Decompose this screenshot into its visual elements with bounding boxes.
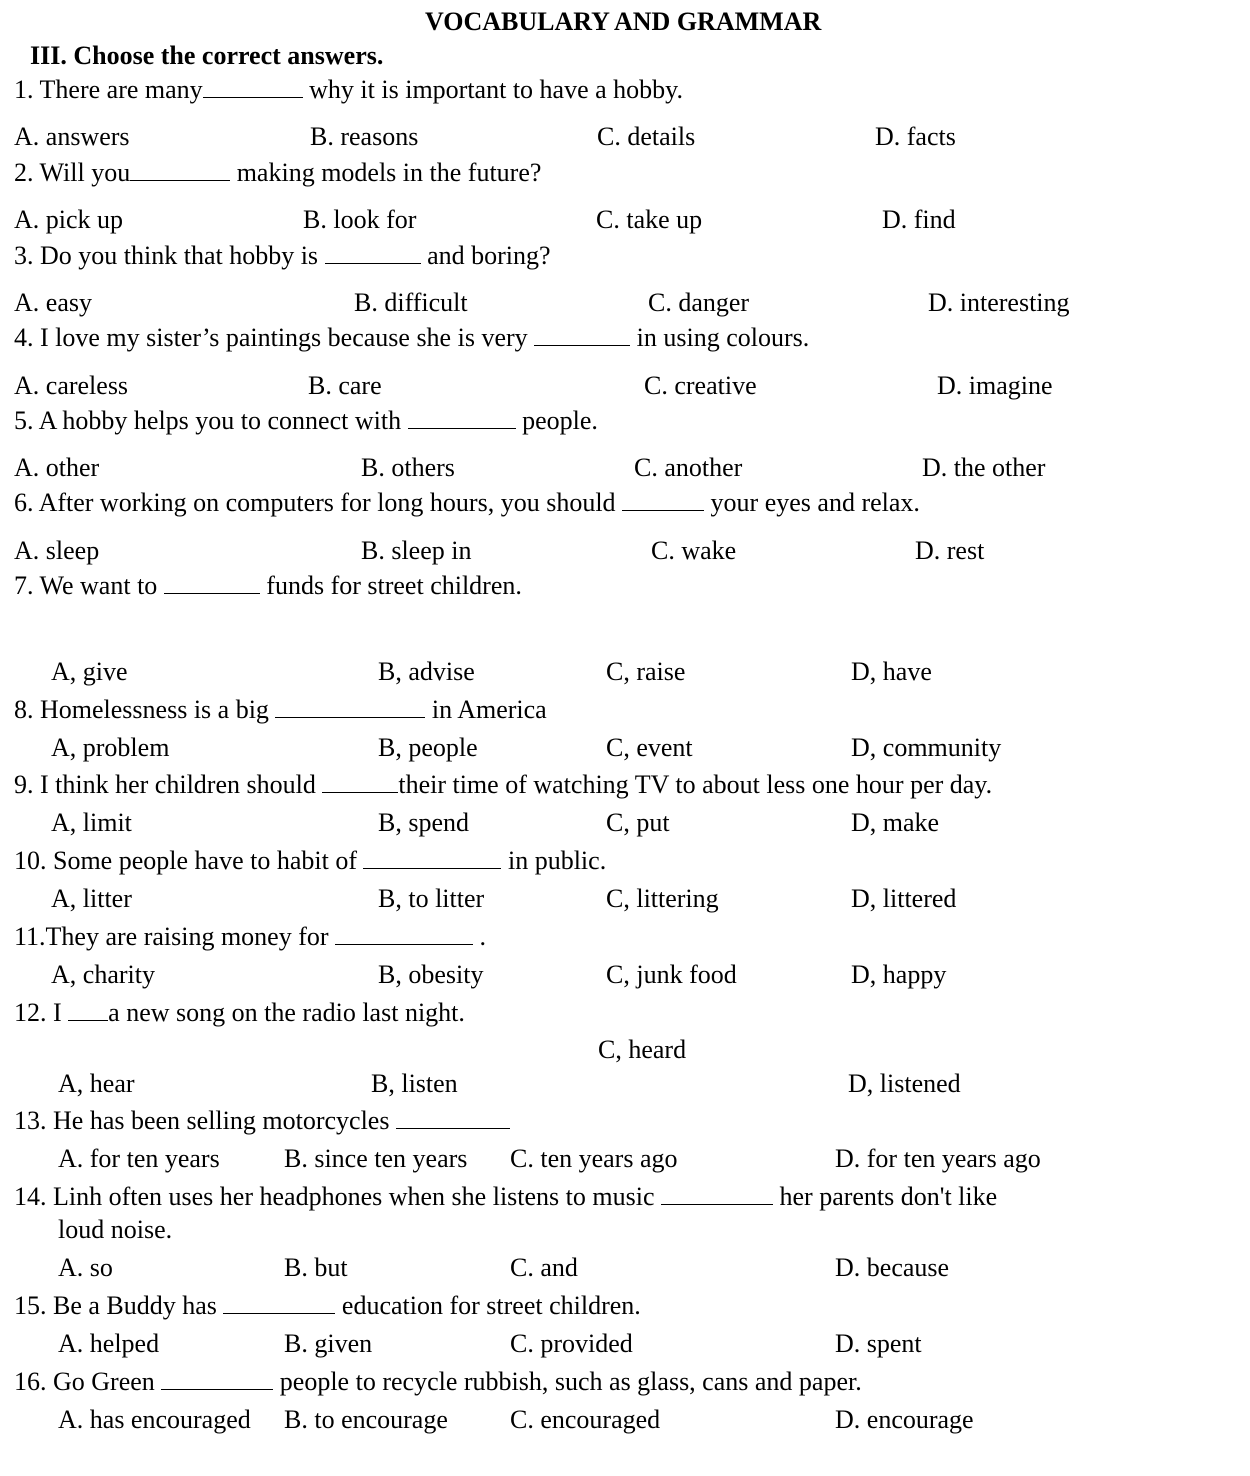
option-13c[interactable]: C. ten years ago bbox=[510, 1144, 678, 1173]
option-2a[interactable]: A. pick up bbox=[14, 205, 124, 234]
option-9b[interactable]: B, spend bbox=[378, 808, 469, 837]
question-text: your eyes and relax. bbox=[704, 488, 920, 517]
option-4b[interactable]: B. care bbox=[308, 371, 382, 400]
option-8c[interactable]: C, event bbox=[606, 733, 693, 762]
option-3c[interactable]: C. danger bbox=[648, 288, 750, 317]
option-6b[interactable]: B. sleep in bbox=[361, 536, 472, 565]
option-4a[interactable]: A. careless bbox=[14, 371, 129, 400]
question-text: 2. Will you bbox=[14, 158, 131, 187]
option-1b[interactable]: B. reasons bbox=[310, 122, 419, 151]
question-text: 14. Linh often uses her headphones when she listens to music bbox=[14, 1182, 661, 1211]
question-text: 6. After working on computers for long hours, you should bbox=[14, 488, 623, 517]
question-text: 3. Do you think that hobby is bbox=[14, 241, 325, 270]
question-16 bbox=[14, 1367, 862, 1397]
question-text: 4. I love my sister’s paintings because she is very bbox=[14, 323, 535, 352]
option-12c[interactable]: C, heard bbox=[598, 1035, 687, 1064]
question-1 bbox=[14, 75, 683, 105]
question-text: 1. There are many bbox=[14, 75, 203, 104]
option-10c[interactable]: C, littering bbox=[606, 884, 719, 913]
option-14a[interactable]: A. so bbox=[58, 1253, 113, 1282]
question-text: 13. He has been selling motorcycles bbox=[14, 1106, 396, 1135]
option-7b[interactable]: B, advise bbox=[378, 657, 475, 686]
option-16b[interactable]: B. to encourage bbox=[284, 1405, 448, 1434]
question-7 bbox=[14, 571, 522, 601]
question-6 bbox=[14, 488, 920, 518]
question-2 bbox=[14, 158, 541, 188]
question-text: making models in the future? bbox=[230, 158, 542, 187]
question-text: their time of watching TV to about less one hour per day. bbox=[398, 770, 993, 799]
option-5b[interactable]: B. others bbox=[361, 453, 455, 482]
option-13a[interactable]: A. for ten years bbox=[58, 1144, 220, 1173]
question-text: 5. A hobby helps you to connect with bbox=[14, 406, 408, 435]
answer-blank[interactable] bbox=[408, 406, 516, 429]
option-1c[interactable]: C. details bbox=[597, 122, 696, 151]
option-11c[interactable]: C, junk food bbox=[606, 960, 737, 989]
option-14b[interactable]: B. but bbox=[284, 1253, 348, 1282]
answer-blank[interactable] bbox=[335, 922, 473, 945]
option-13d[interactable]: D. for ten years ago bbox=[835, 1144, 1041, 1173]
option-1a[interactable]: A. answers bbox=[14, 122, 130, 151]
answer-blank[interactable] bbox=[161, 1367, 273, 1390]
question-8 bbox=[14, 695, 547, 725]
option-4d[interactable]: D. imagine bbox=[937, 371, 1053, 400]
option-7d[interactable]: D, have bbox=[851, 657, 932, 686]
option-2d[interactable]: D. find bbox=[882, 205, 956, 234]
option-9c[interactable]: C, put bbox=[606, 808, 670, 837]
option-6c[interactable]: C. wake bbox=[651, 536, 737, 565]
question-text: and boring? bbox=[420, 241, 551, 270]
option-13b[interactable]: B. since ten years bbox=[284, 1144, 468, 1173]
option-14c[interactable]: C. and bbox=[510, 1253, 578, 1282]
answer-blank[interactable] bbox=[164, 571, 260, 594]
option-15a[interactable]: A. helped bbox=[58, 1329, 160, 1358]
question-text: 9. I think her children should bbox=[14, 770, 323, 799]
question-text: funds for street children. bbox=[259, 571, 522, 600]
question-text: a new song on the radio last night. bbox=[108, 998, 465, 1027]
question-text: people to recycle rubbish, such as glass, cans and paper. bbox=[273, 1367, 862, 1396]
answer-blank[interactable] bbox=[223, 1291, 335, 1314]
question-14-continuation: loud noise. bbox=[58, 1215, 173, 1244]
answer-blank[interactable] bbox=[68, 998, 108, 1021]
answer-blank[interactable] bbox=[275, 695, 425, 718]
option-8b[interactable]: B, people bbox=[378, 733, 478, 762]
option-8a[interactable]: A, problem bbox=[51, 733, 170, 762]
question-text: in America bbox=[425, 695, 547, 724]
answer-blank[interactable] bbox=[325, 241, 421, 264]
question-10 bbox=[14, 846, 606, 876]
question-text: in using colours. bbox=[630, 323, 810, 352]
option-15b[interactable]: B. given bbox=[284, 1329, 373, 1358]
option-3b[interactable]: B. difficult bbox=[354, 288, 468, 317]
option-2b[interactable]: B. look for bbox=[303, 205, 417, 234]
section-heading: III. Choose the correct answers. bbox=[30, 41, 384, 70]
option-12b[interactable]: B, listen bbox=[371, 1069, 458, 1098]
option-1d[interactable]: D. facts bbox=[875, 122, 956, 151]
question-14 bbox=[14, 1182, 997, 1212]
option-15d[interactable]: D. spent bbox=[835, 1329, 922, 1358]
question-13 bbox=[14, 1106, 510, 1136]
option-6a[interactable]: A. sleep bbox=[14, 536, 100, 565]
option-12d[interactable]: D, listened bbox=[848, 1069, 961, 1098]
option-5c[interactable]: C. another bbox=[634, 453, 743, 482]
answer-blank[interactable] bbox=[534, 323, 630, 346]
option-7c[interactable]: C, raise bbox=[606, 657, 686, 686]
option-12a[interactable]: A, hear bbox=[58, 1069, 135, 1098]
question-text: . bbox=[473, 922, 487, 951]
question-text: education for street children. bbox=[335, 1291, 641, 1320]
option-5d[interactable]: D. the other bbox=[922, 453, 1046, 482]
answer-blank[interactable] bbox=[130, 158, 230, 181]
option-4c[interactable]: C. creative bbox=[644, 371, 757, 400]
option-16d[interactable]: D. encourage bbox=[835, 1405, 974, 1434]
option-11d[interactable]: D, happy bbox=[851, 960, 947, 989]
option-11b[interactable]: B, obesity bbox=[378, 960, 484, 989]
answer-blank[interactable] bbox=[363, 846, 501, 869]
question-text: 15. Be a Buddy has bbox=[14, 1291, 224, 1320]
question-12 bbox=[14, 998, 465, 1028]
question-3 bbox=[14, 241, 551, 271]
option-5a[interactable]: A. other bbox=[14, 453, 100, 482]
question-text: her parents don't like bbox=[773, 1182, 998, 1211]
option-16c[interactable]: C. encouraged bbox=[510, 1405, 661, 1434]
option-6d[interactable]: D. rest bbox=[915, 536, 985, 565]
answer-blank[interactable] bbox=[622, 488, 704, 511]
option-9d[interactable]: D, make bbox=[851, 808, 940, 837]
option-10b[interactable]: B, to litter bbox=[378, 884, 485, 913]
option-10d[interactable]: D, littered bbox=[851, 884, 957, 913]
question-text: people. bbox=[515, 406, 598, 435]
option-15c[interactable]: C. provided bbox=[510, 1329, 633, 1358]
question-text: 16. Go Green bbox=[14, 1367, 162, 1396]
option-16a[interactable]: A. has encouraged bbox=[58, 1405, 251, 1434]
option-9a[interactable]: A, limit bbox=[51, 808, 132, 837]
option-2c[interactable]: C. take up bbox=[596, 205, 703, 234]
question-text: 10. Some people have to habit of bbox=[14, 846, 364, 875]
option-11a[interactable]: A, charity bbox=[51, 960, 155, 989]
question-15 bbox=[14, 1291, 641, 1321]
option-3d[interactable]: D. interesting bbox=[928, 288, 1070, 317]
page-title: VOCABULARY AND GRAMMAR bbox=[425, 7, 822, 36]
question-9 bbox=[14, 770, 992, 800]
question-text: 12. I bbox=[14, 998, 69, 1027]
answer-blank[interactable] bbox=[396, 1106, 510, 1129]
answer-blank[interactable] bbox=[322, 770, 398, 793]
question-5 bbox=[14, 406, 598, 436]
question-text: why it is important to have a hobby. bbox=[302, 75, 683, 104]
option-7a[interactable]: A, give bbox=[51, 657, 128, 686]
question-text: 11.They are raising money for bbox=[14, 922, 336, 951]
option-10a[interactable]: A, litter bbox=[51, 884, 132, 913]
question-4 bbox=[14, 323, 809, 353]
answer-blank[interactable] bbox=[661, 1182, 773, 1205]
question-text: 7. We want to bbox=[14, 571, 164, 600]
option-14d[interactable]: D. because bbox=[835, 1253, 950, 1282]
option-3a[interactable]: A. easy bbox=[14, 288, 92, 317]
question-text: in public. bbox=[501, 846, 607, 875]
question-text: 8. Homelessness is a big bbox=[14, 695, 276, 724]
question-11 bbox=[14, 922, 486, 952]
answer-blank[interactable] bbox=[203, 75, 303, 98]
option-8d[interactable]: D, community bbox=[851, 733, 1002, 762]
